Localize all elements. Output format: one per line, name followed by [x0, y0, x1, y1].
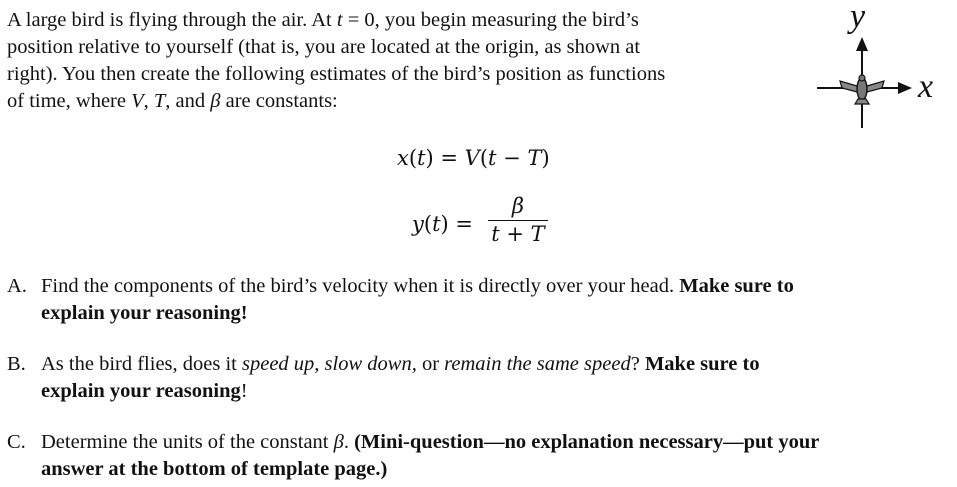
problem-intro	[7, 7, 797, 115]
y-axis-arrow	[856, 37, 868, 51]
equation-x: x(t) = V(t − T)	[397, 146, 550, 170]
question-c: C. Determine the units of the constant β. (Mini-question—no explanation necessary—put your answer at the bottom of template page.)	[7, 431, 820, 480]
fraction-denominator: t + T	[491, 222, 545, 246]
coordinate-figure	[812, 0, 952, 135]
x-axis-arrow	[898, 82, 912, 94]
intro-line-4: of time, where V, T, and β are constants:	[7, 90, 338, 112]
question-c-letter: C.	[7, 431, 26, 453]
intro-line-3: right). You then create the following estimates of the bird’s position as functions	[7, 63, 666, 85]
question-a: A. Find the components of the bird’s velocity when it is directly over your head. Make sure to explain your reasoning!	[7, 275, 794, 324]
equation-y-fraction	[488, 193, 548, 247]
x-axis-label: x	[918, 68, 934, 105]
question-b-letter: B.	[7, 353, 26, 375]
bird-icon	[840, 75, 884, 104]
intro-line-2: position relative to yourself (that is, you are located at the origin, as shown at	[7, 36, 641, 58]
intro-line-1: A large bird is flying through the air. At t = 0, you begin measuring the bird’s	[7, 9, 639, 31]
equation-y-lhs: y(t) =	[412, 212, 474, 236]
question-list	[7, 273, 952, 483]
question-b: B. As the bird flies, does it speed up, slow down, or remain the same speed? Make sure to explain your reasoning!	[7, 353, 760, 402]
fraction-numerator: β	[511, 194, 525, 218]
y-axis-label: y	[850, 0, 866, 35]
question-a-letter: A.	[7, 275, 27, 297]
